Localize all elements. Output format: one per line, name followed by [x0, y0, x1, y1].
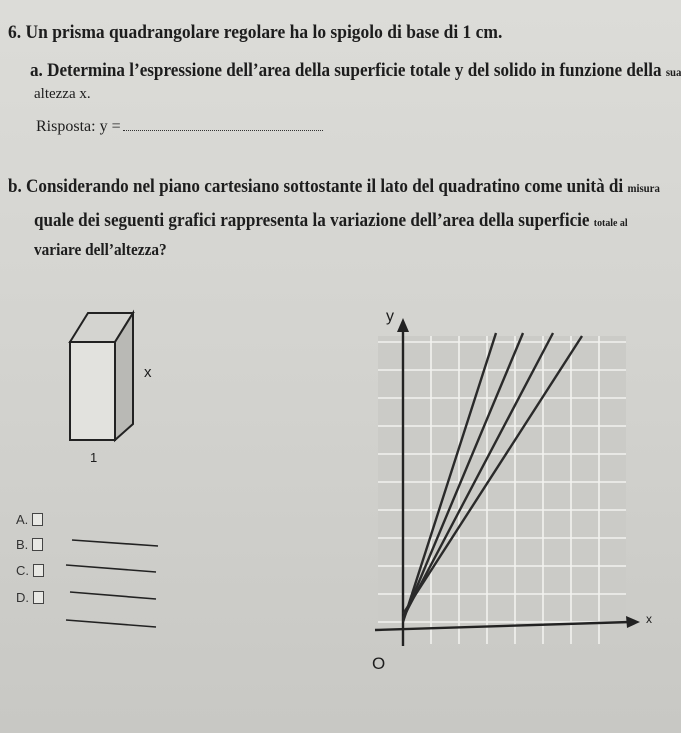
- question-title: 6. Un prisma quadrangolare regolare ha lo spigolo di base di 1 cm.: [8, 22, 503, 43]
- option-a-line: [72, 540, 158, 546]
- prism-drawing: [70, 313, 133, 440]
- y-axis-label: y: [386, 308, 394, 325]
- option-c-checkbox[interactable]: [33, 564, 44, 577]
- graph-area: [378, 336, 626, 644]
- cartesian-graph: [375, 318, 640, 646]
- axes: [375, 330, 630, 646]
- part-b-line3: variare dell’altezza?: [34, 240, 167, 259]
- option-d-label: D.: [16, 590, 29, 605]
- part-b-line1: b. Considerando nel piano cartesiano sottostante il lato del quadratino come unità di: [8, 176, 624, 197]
- answer-blank[interactable]: [123, 116, 323, 131]
- option-b-label: B.: [16, 537, 29, 552]
- part-a-line1-tail: sua: [665, 65, 681, 79]
- part-b-line2-tail: totale al: [593, 217, 628, 229]
- option-a-label: A.: [16, 512, 29, 527]
- option-b-checkbox[interactable]: [32, 538, 43, 551]
- grid: [378, 336, 626, 644]
- answer-row: [36, 116, 323, 136]
- part-b-line2-wrap: [34, 210, 628, 232]
- prism-front-face: [70, 342, 115, 440]
- graph-line-2: [403, 333, 523, 620]
- option-d-line: [66, 620, 156, 627]
- graph-line-4: [403, 336, 582, 614]
- option-a-checkbox[interactable]: [32, 513, 43, 526]
- part-a-line1: a. Determina l’espressione dell’area della superficie totale y del solido in funzione della: [30, 60, 662, 81]
- option-b[interactable]: [16, 537, 43, 552]
- y-axis-arrow-icon: [397, 318, 409, 332]
- option-b-line: [66, 565, 156, 572]
- prism-top-face: [70, 313, 133, 342]
- option-a[interactable]: [16, 512, 43, 527]
- prism-base-label: 1: [90, 450, 98, 465]
- option-c-line: [70, 592, 156, 599]
- part-a-text: [30, 60, 681, 82]
- graph-lines: [403, 333, 582, 622]
- prism-height-label: x: [144, 364, 152, 381]
- answer-label: Risposta: y =: [36, 118, 121, 135]
- part-b-text: [8, 176, 660, 198]
- option-c-label: C.: [16, 563, 29, 578]
- x-axis-arrow-icon: [626, 616, 640, 628]
- part-b-line1-tail: misura: [627, 181, 660, 195]
- x-axis: [375, 622, 630, 630]
- option-lines: [66, 540, 158, 627]
- prism-side-face: [115, 313, 133, 440]
- part-a-line2: altezza x.: [34, 86, 91, 102]
- option-d[interactable]: [16, 590, 44, 605]
- x-axis-label: x: [646, 612, 652, 626]
- graph-line-3: [403, 333, 553, 618]
- option-c[interactable]: [16, 563, 44, 578]
- origin-label: O: [372, 654, 386, 673]
- graph-line-1: [403, 333, 496, 622]
- part-b-line2: quale dei seguenti grafici rappresenta la variazione dell’area della superficie: [34, 210, 590, 231]
- option-d-checkbox[interactable]: [33, 591, 44, 604]
